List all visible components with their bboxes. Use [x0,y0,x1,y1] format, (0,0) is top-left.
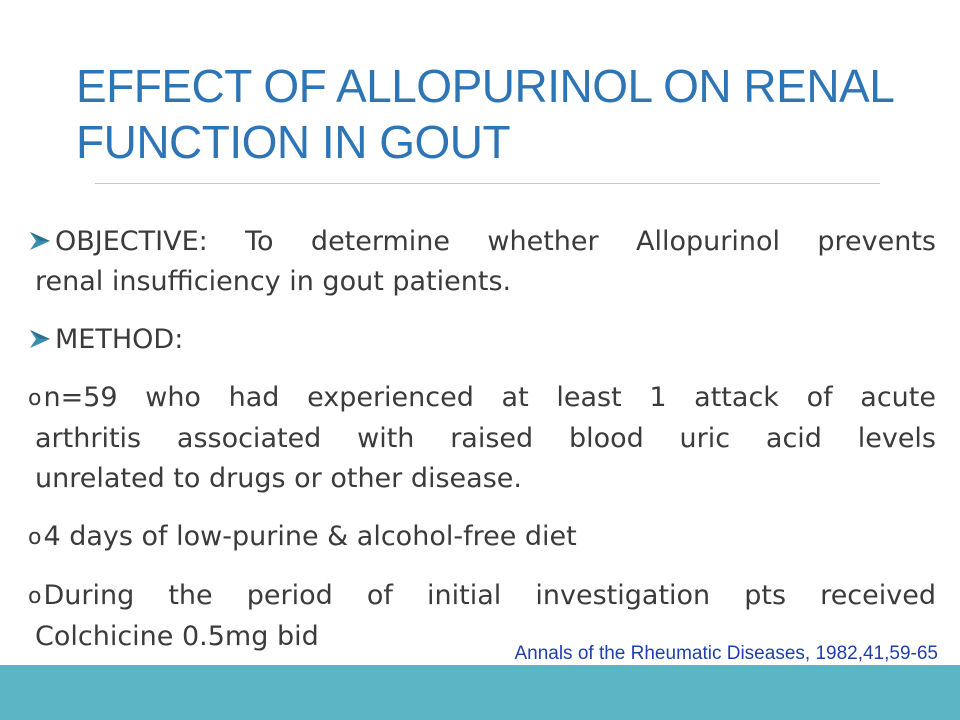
method-item-3-line-1: During the period of initial investigation pts received [43,580,936,611]
footer-bar [0,665,960,720]
method-bullet [28,320,936,360]
arrow-bullet-icon [28,230,52,252]
circle-bullet-icon: o [28,584,42,609]
arrow-bullet-icon [28,328,52,350]
method-item-2-line-1: 4 days of low-purine & alcohol-free diet [43,521,577,552]
circle-bullet-icon: o [28,525,42,550]
objective-line-2: renal insufficiency in gout patients. [35,266,512,297]
objective-bullet [28,222,936,302]
method-item-1-line-2: arthritis associated with raised blood uric acid levels [35,423,936,454]
title-divider [95,183,880,184]
circle-bullet-icon: o [28,386,42,411]
method-item-3-line-2: Colchicine 0.5mg bid [35,621,319,652]
slide-title-line-1: EFFECT OF ALLOPURINOL ON RENAL [76,60,895,112]
method-item-1 [28,378,936,499]
method-item-1-line-1: n=59 who had experienced at least 1 attack of acute [43,382,936,413]
method-item-1-line-3: unrelated to drugs or other disease. [35,463,522,494]
slide-body [28,222,936,657]
citation-text: Annals of the Rheumatic Diseases, 1982,41,59-65 [514,643,938,664]
method-item-2 [28,517,936,558]
method-heading: METHOD: [55,324,184,355]
slide-title [76,58,936,170]
objective-line-1: OBJECTIVE: To determine whether Allopurinol prevents [55,226,936,257]
slide-title-line-2: FUNCTION IN GOUT [76,116,511,168]
